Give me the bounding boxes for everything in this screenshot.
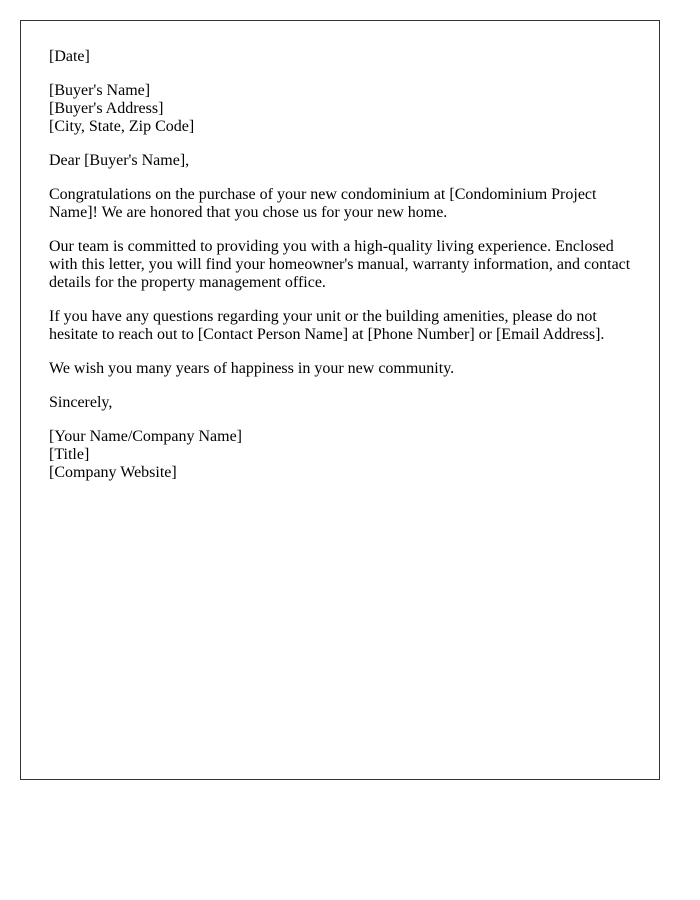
date: [Date] — [49, 48, 90, 65]
letter-page — [20, 20, 660, 780]
company-website: [Company Website] — [49, 464, 177, 481]
buyer-address: [Buyer's Address] — [49, 100, 164, 117]
closing: Sincerely, — [49, 394, 113, 411]
recipient-address — [49, 82, 631, 136]
sender-name: [Your Name/Company Name] — [49, 428, 243, 445]
paragraph-congratulations: Congratulations on the purchase of your new condominium at [Condominium Project Name]! We are honored that you chose us for your new home. — [49, 186, 597, 221]
salutation: Dear [Buyer's Name], — [49, 152, 190, 169]
sender-title: [Title] — [49, 446, 90, 463]
buyer-name: [Buyer's Name] — [49, 82, 151, 99]
signature-block — [49, 428, 631, 482]
paragraph-wishes: We wish you many years of happiness in your new community. — [49, 360, 455, 377]
city-state-zip: [City, State, Zip Code] — [49, 118, 195, 135]
paragraph-commitment: Our team is committed to providing you with a high-quality living experience. Enclosed with this letter, you will find your homeowner's manual, warranty information, and contact details for the property management office. — [49, 238, 631, 291]
paragraph-contact: If you have any questions regarding your unit or the building amenities, please do not hesitate to reach out to [Contact Person Name] at [Phone Number] or [Email Address]. — [49, 308, 605, 343]
